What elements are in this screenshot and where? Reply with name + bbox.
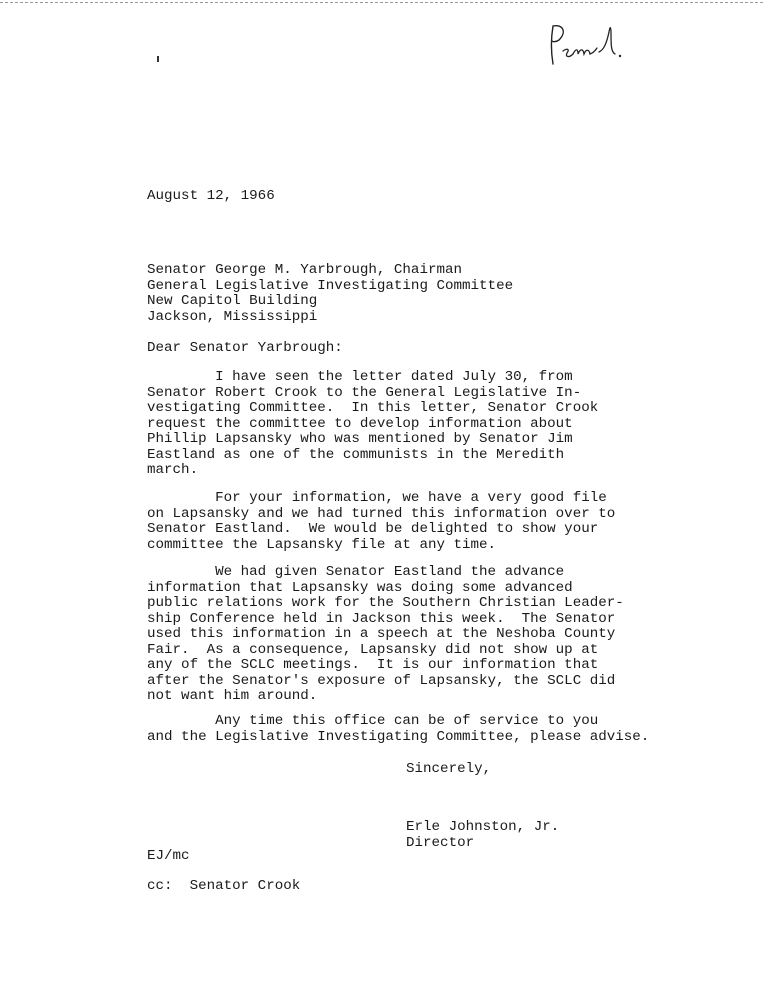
body-line: committee the Lapsansky file at any time. — [147, 536, 497, 553]
body-line: on Lapsansky and we had turned this information over to — [147, 505, 616, 522]
body-line: after the Senator's exposure of Lapsansky, the SCLC did — [147, 672, 616, 689]
body-line: Eastland as one of the communists in the Meredith — [147, 446, 565, 463]
body-line: Senator Eastland. We would be delighted to show your — [147, 521, 599, 537]
closing: Sincerely, — [406, 761, 492, 777]
recipient-address-block — [147, 263, 513, 325]
body-line: I have seen the letter dated July 30, from — [147, 369, 573, 385]
signer-name: Erle Johnston, Jr. — [406, 819, 560, 835]
body-line: not want him around. — [147, 688, 318, 704]
carbon-copy-line: cc: Senator Crook — [147, 878, 301, 894]
handwritten-annotation-drawing — [545, 18, 635, 68]
body-paragraph-4 — [147, 714, 649, 745]
body-line: public relations work for the Southern Christian Leader- — [147, 595, 624, 611]
body-line: Phillip Lapsansky who was mentioned by Senator Jim — [147, 431, 573, 447]
page-top-edge-rule — [0, 2, 763, 3]
body-line: used this information in a speech at the Neshoba County — [147, 626, 616, 642]
handwritten-annotation — [545, 18, 635, 68]
body-paragraph-2 — [147, 491, 615, 553]
body-line: We had given Senator Eastland the advance — [147, 564, 565, 580]
body-line: ship Conference held in Jackson this week. The Senator — [147, 610, 616, 627]
salutation: Dear Senator Yarbrough: — [147, 340, 343, 356]
body-paragraph-3 — [147, 565, 624, 705]
body-line: Any time this office can be of service to you — [147, 713, 599, 729]
signer-title: Director — [406, 834, 475, 851]
body-line: request the committee to develop information about — [147, 415, 573, 432]
recipient-line: General Legislative Investigating Committee — [147, 277, 514, 294]
body-line: Fair. As a consequence, Lapsansky did not show up at — [147, 641, 599, 658]
recipient-line: New Capitol Building — [147, 293, 318, 309]
body-line: march. — [147, 462, 199, 478]
body-line: and the Legislative Investigating Committee, please advise. — [147, 728, 650, 745]
recipient-line: Senator George M. Yarbrough, Chairman — [147, 262, 463, 278]
body-paragraph-1 — [147, 370, 598, 479]
stray-ink-mark — [157, 56, 159, 62]
typist-initials: EJ/mc — [147, 848, 190, 864]
body-line: information that Lapsansky was doing some advanced — [147, 579, 573, 596]
letter-date: August 12, 1966 — [147, 188, 275, 204]
body-line: Senator Robert Crook to the General Legislative In- — [147, 384, 582, 401]
body-line: any of the SCLC meetings. It is our information that — [147, 657, 599, 673]
signature-block — [406, 820, 559, 851]
body-line: vestigating Committee. In this letter, Senator Crook — [147, 400, 599, 416]
recipient-line: Jackson, Mississippi — [147, 308, 318, 325]
body-line: For your information, we have a very good file — [147, 490, 607, 506]
